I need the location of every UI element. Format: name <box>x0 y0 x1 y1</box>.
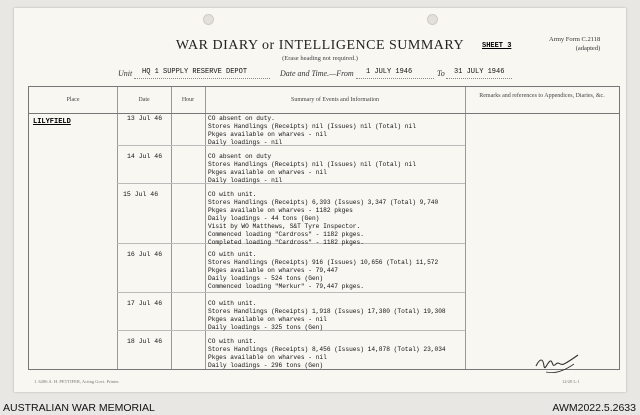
collection-credit: AUSTRALIAN WAR MEMORIAL <box>3 402 155 414</box>
form-code: 12/20 L:1 <box>562 379 580 384</box>
column-divider <box>465 87 466 369</box>
entry-summary: CO with unit. Stores Handlings (Receipts) 916 (Issues) 10,656 (Total) 11,572 Pkges available on wharves - 79,447 Daily loadings - 524 tons (Gen) Commenced loading "Merkur" - 79,447 pkges. <box>208 251 439 290</box>
sheet-number: SHEET 3 <box>482 42 512 50</box>
from-line <box>356 78 434 79</box>
entry-date: 14 Jul 46 <box>127 153 163 160</box>
entry-date: 13 Jul 46 <box>127 115 163 122</box>
place-value: LILYFIELD <box>33 118 71 126</box>
signature-image <box>534 352 582 378</box>
printer-note: 1. 6286 A. H. PETTIFER, Acting Govt. Printer. <box>34 379 120 384</box>
to-label: To <box>437 69 445 78</box>
punch-hole <box>427 14 438 25</box>
unit-value: HQ 1 SUPPLY RESERVE DEPOT <box>142 68 248 76</box>
row-divider <box>117 292 465 293</box>
column-divider <box>117 87 118 369</box>
entry-summary: CO absent on duty Stores Handlings (Receipts) nil (Issues) nil (Total) nil Pkges available on wharves - nil Daily loadings - nil <box>208 153 416 184</box>
diary-table <box>28 86 620 370</box>
col-header-hour: Hour <box>181 97 195 103</box>
column-divider <box>205 87 206 369</box>
page-subtitle: (Erase heading not required.) <box>282 55 358 62</box>
punch-hole <box>203 14 214 25</box>
entry-date: 15 Jul 46 <box>123 191 159 198</box>
entry-date: 16 Jul 46 <box>127 251 163 258</box>
from-value: 1 JULY 1946 <box>366 68 413 76</box>
column-divider <box>171 87 172 369</box>
entry-date: 18 Jul 46 <box>127 338 163 345</box>
header-divider <box>29 113 619 114</box>
unit-label: Unit <box>118 69 133 78</box>
diary-sheet <box>14 8 626 392</box>
army-form-label: Army Form C.2118 (adapted) <box>549 36 601 52</box>
col-header-place: Place <box>66 97 80 103</box>
datetime-label: Date and Time.—From <box>280 69 354 78</box>
col-header-summary: Summary of Events and Information <box>291 97 379 103</box>
col-header-remarks: Remarks and references to Appendices, Diaries, &c. <box>479 93 605 99</box>
col-header-date: Date <box>138 97 150 103</box>
unit-line <box>134 78 270 79</box>
entry-summary: CO with unit. Stores Handlings (Receipts) 6,393 (Issues) 3,347 (Total) 9,740 Pkges available on wharves - 1182 pkges Daily loadings - 44 tons (Gen) Visit by WO Matthews, S&T Tyre Inspector. Commenced loading "Cardross" - 1182 pkges. Completed loading "Cardross" - 1182 pkges. <box>208 191 439 246</box>
entry-summary: CO with unit. Stores Handlings (Receipts) 8,456 (Issues) 14,878 (Total) 23,034 Pkges available on wharves - nil Daily loadings - 296 tons (Gen) <box>208 338 446 369</box>
entry-summary: CO with unit. Stores Handlings (Receipts) 1,918 (Issues) 17,380 (Total) 19,308 Pkges available on wharves - nil Daily loadings - 325 tons (Gen) <box>208 300 446 331</box>
page-title: WAR DIARY or INTELLIGENCE SUMMARY <box>175 38 465 53</box>
entry-date: 17 Jul 46 <box>127 300 163 307</box>
entry-summary: CO absent on duty. Stores Handlings (Receipts) nil (Issues) nil (Total) nil Pkges available on wharves - nil Daily loadings - nil <box>208 115 416 146</box>
accession-number: AWM2022.5.2633 <box>552 402 636 414</box>
to-value: 31 JULY 1946 <box>454 68 505 76</box>
to-line <box>446 78 512 79</box>
